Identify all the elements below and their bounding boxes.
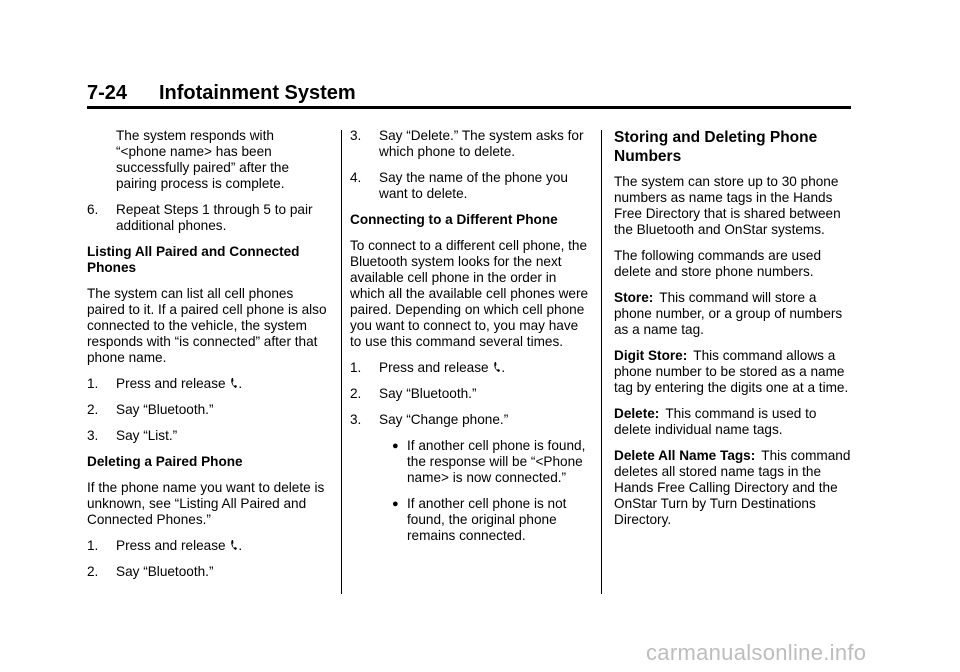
term-store (614, 290, 854, 338)
list-step-2 (87, 402, 332, 418)
bullet-text: If another cell phone is not found, the original phone remains connected. (407, 496, 567, 543)
column-divider (341, 130, 342, 594)
step-number: 3. (350, 128, 362, 143)
term-description: This command allows a phone number to be stored as a name tag by entering the digits one at a time. (614, 348, 849, 395)
text-line: The system responds with (116, 128, 274, 143)
step-text: Press and release (116, 538, 226, 553)
term-label: Delete All Name Tags: (614, 448, 756, 463)
bullet-icon: ● (392, 440, 399, 452)
text-line: pairing process is complete. (116, 176, 285, 191)
bullet-item (350, 438, 590, 486)
term-label: Digit Store: (614, 348, 688, 363)
term-description: This command will store a phone number, or a group of numbers as a name tag. (614, 290, 843, 337)
step-text: Press and release (116, 376, 226, 391)
section-heading: Storing and Deleting Phone Numbers (614, 129, 818, 165)
term-description: This command deletes all stored name tags in the Hands Free Calling Directory and the OnStar Turn by Turn Destinations Directory. (614, 448, 851, 527)
step-number: 3. (350, 412, 362, 427)
step-4-name (350, 170, 590, 202)
commands-intro: The following commands are used delete and store phone numbers. (614, 248, 822, 279)
connect-step-3 (350, 412, 590, 428)
delete-step-2 (87, 564, 332, 580)
term-delete (614, 406, 854, 438)
section-title: Infotainment System (159, 82, 356, 104)
text-line: “<phone name> has been (116, 144, 272, 159)
term-digit-store (614, 348, 854, 396)
watermark: carmanualsonline.info (646, 640, 867, 665)
column-1 (87, 128, 332, 590)
listing-body: The system can list all cell phones paired to it. If a paired cell phone is also connected to the vehicle, the system responds with “is connected” after that phone name. (87, 286, 327, 365)
bullet-text: If another cell phone is found, the response will be “<Phone name> is now connected.” (407, 438, 586, 485)
connect-heading: Connecting to a Different Phone (350, 212, 558, 227)
page-header (87, 82, 851, 108)
step-text: Say “Bluetooth.” (379, 386, 477, 401)
delete-step-1: 1. Press and release . (87, 538, 243, 553)
storage-intro: The system can store up to 30 phone numbers as name tags in the Hands Free Directory that is shared between the Bluetooth and OnStar systems. (614, 174, 841, 237)
column-3 (614, 128, 854, 538)
step-number: 2. (87, 402, 99, 417)
term-label: Store: (614, 290, 654, 305)
text-line: successfully paired” after the (116, 160, 290, 175)
column-2 (350, 128, 590, 554)
connect-body: To connect to a different cell phone, the Bluetooth system looks for the next available cell phone in the order in which all the available cell phones were paired. Depending on which cell phone you want to connect to, you may have to use this command several times. (350, 238, 589, 349)
step-text: Say “Bluetooth.” (116, 402, 214, 417)
delete-heading: Deleting a Paired Phone (87, 454, 243, 469)
list-step-1: 1. Press and release . (87, 376, 243, 391)
step-number: 3. (87, 428, 99, 443)
connect-step-2 (350, 386, 590, 402)
page-number: 7-24 (87, 82, 128, 104)
list-step-3 (87, 428, 332, 444)
step-number: 1. (87, 376, 99, 391)
step-3-delete (350, 128, 590, 160)
step-number: 2. (87, 564, 99, 579)
step-text: Say “Delete.” The system asks for which phone to delete. (379, 128, 584, 159)
step-text: Say the name of the phone you want to delete. (379, 170, 568, 201)
step-text: Press and release (379, 360, 489, 375)
header-rule (87, 106, 851, 109)
connect-step-1: 1. Press and release . (350, 360, 506, 375)
step-text: Say “Change phone.” (379, 412, 509, 427)
bullet-icon: ● (392, 498, 399, 510)
step-number: 1. (350, 360, 362, 375)
step-number: 2. (350, 386, 362, 401)
listing-heading: Listing All Paired and Connected Phones (87, 244, 300, 275)
bullet-item (350, 496, 590, 544)
term-delete-all (614, 448, 854, 528)
term-description: This command is used to delete individual name tags. (614, 406, 817, 437)
step-text: Repeat Steps 1 through 5 to pair additional phones. (116, 202, 313, 233)
column-divider (601, 130, 602, 594)
delete-body: If the phone name you want to delete is unknown, see “Listing All Paired and Connected Phones.” (87, 480, 325, 527)
step-number: 6. (87, 202, 99, 217)
step-number: 1. (87, 538, 99, 553)
step-text: Say “Bluetooth.” (116, 564, 214, 579)
intro-paragraph (87, 128, 332, 192)
term-label: Delete: (614, 406, 660, 421)
step-number: 4. (350, 170, 362, 185)
step-text: Say “List.” (116, 428, 178, 443)
step-6 (87, 202, 332, 234)
